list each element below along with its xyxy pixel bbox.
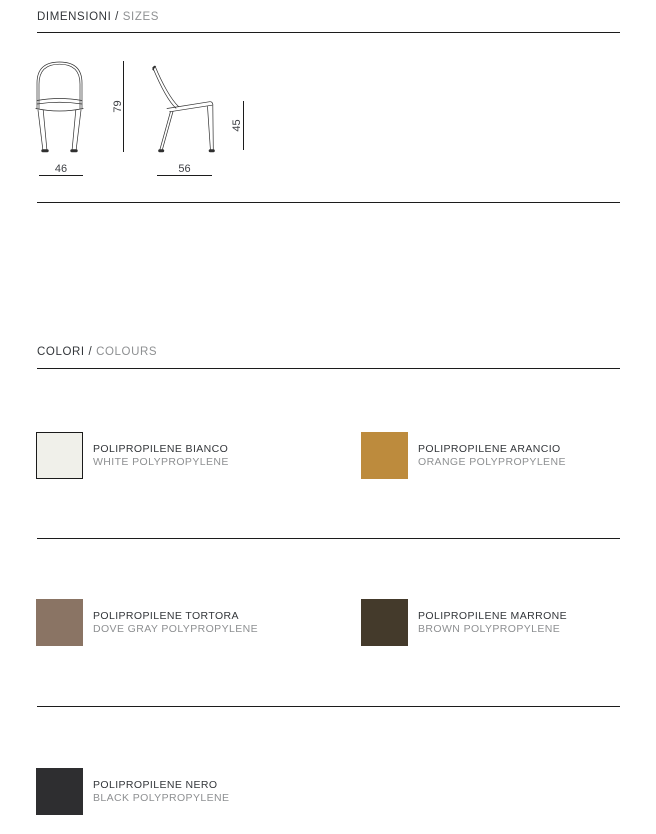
color-name-italian: POLIPROPILENE TORTORA (93, 609, 239, 622)
chair-front-seat-curve2 (37, 102, 82, 104)
dimension-seat-height-label: 45 (231, 119, 243, 132)
divider-line (37, 706, 620, 707)
chair-side-back-leg (160, 112, 171, 152)
color-name-english: WHITE POLYPROPYLENE (93, 455, 229, 468)
chair-front-right-leg (76, 110, 81, 151)
colors-heading-italian: COLORI / (37, 346, 93, 358)
colors-heading (37, 346, 157, 358)
divider-line (37, 32, 620, 33)
chair-side-seat (167, 102, 213, 109)
divider-line (37, 538, 620, 539)
color-swatch (361, 599, 408, 646)
dimension-width-label: 46 (54, 163, 68, 175)
divider-line (37, 202, 620, 203)
dimension-depth-label: 56 (178, 163, 191, 175)
color-swatch-item (361, 432, 651, 479)
chair-dimensions-diagram (30, 55, 260, 185)
color-name-english: ORANGE POLYPROPYLENE (418, 455, 566, 468)
sizes-heading-english: SIZES (122, 11, 159, 23)
color-swatch (36, 768, 83, 815)
chair-front-left-leg (38, 110, 43, 151)
color-swatch-item (36, 599, 326, 646)
color-swatch-labels (93, 779, 229, 805)
chair-side-front-leg (208, 107, 211, 152)
color-swatch-labels (418, 610, 567, 636)
color-name-italian: POLIPROPILENE BIANCO (93, 442, 229, 455)
color-swatch (36, 432, 83, 479)
color-name-italian: POLIPROPILENE ARANCIO (418, 442, 561, 455)
color-name-english: BLACK POLYPROPYLENE (93, 791, 230, 804)
color-name-italian: POLIPROPILENE MARRONE (418, 609, 568, 622)
color-name-italian: POLIPROPILENE NERO (93, 778, 218, 791)
color-swatch (361, 432, 408, 479)
color-swatch-labels (418, 443, 566, 469)
colors-heading-english: COLOURS (96, 346, 158, 358)
color-swatch-labels (93, 443, 229, 469)
color-swatch-labels (93, 610, 258, 636)
chair-front-seat-curve (37, 99, 82, 101)
dimension-height-label: 79 (112, 100, 124, 113)
color-name-english: BROWN POLYPROPYLENE (418, 622, 561, 635)
color-swatch-item (36, 432, 326, 479)
color-swatch-item (361, 599, 651, 646)
color-name-english: DOVE GRAY POLYPROPYLENE (93, 622, 259, 635)
chair-side-backrest (155, 66, 179, 107)
sizes-heading-italian: DIMENSIONI / (37, 11, 119, 23)
color-swatch (36, 599, 83, 646)
sizes-heading (37, 11, 159, 23)
color-swatch-item (36, 768, 326, 815)
divider-line (37, 368, 620, 369)
